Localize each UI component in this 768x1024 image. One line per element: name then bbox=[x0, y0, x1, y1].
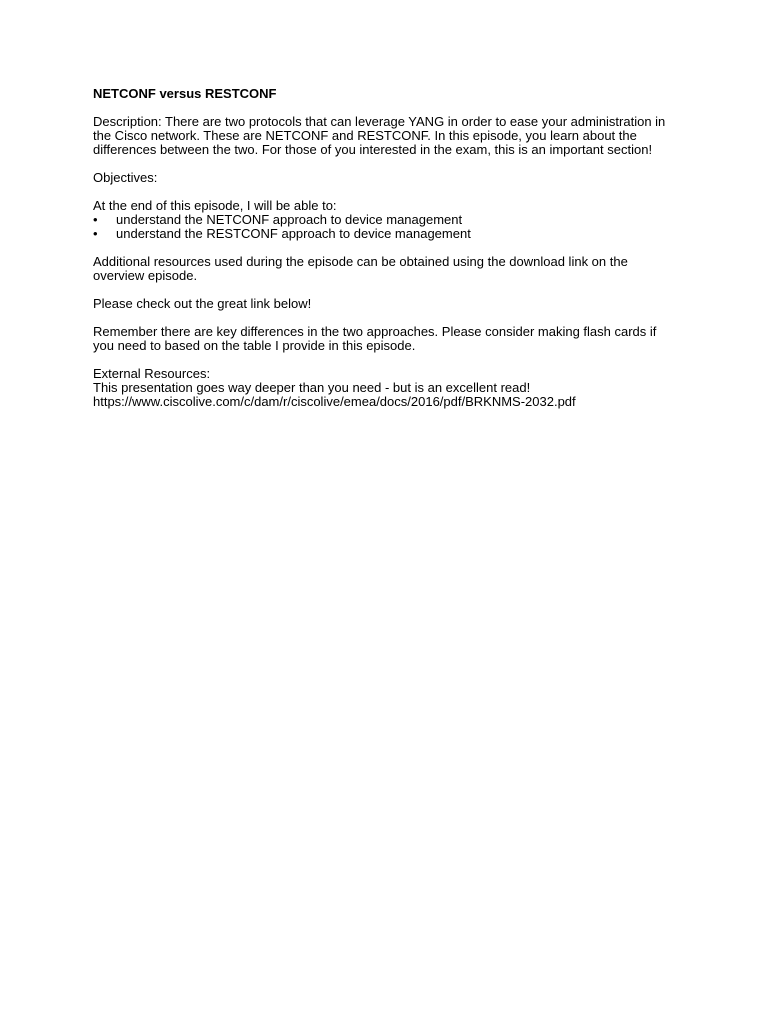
document-title: NETCONF versus RESTCONF bbox=[93, 86, 277, 101]
list-item bbox=[93, 227, 673, 241]
resources-line: overview episode. bbox=[93, 268, 198, 283]
external-resources-note: This presentation goes way deeper than you need - but is an excellent read! bbox=[93, 380, 531, 395]
resources-paragraph bbox=[93, 255, 673, 283]
objective-text: understand the RESTCONF approach to device management bbox=[116, 226, 471, 241]
remember-paragraph bbox=[93, 325, 673, 353]
objectives-intro: At the end of this episode, I will be able to: bbox=[93, 198, 337, 213]
objectives-heading: Objectives: bbox=[93, 170, 158, 185]
external-resources-label: External Resources: bbox=[93, 366, 211, 381]
objectives-list bbox=[93, 213, 673, 241]
description-paragraph bbox=[93, 115, 673, 157]
resources-line: Additional resources used during the episode can be obtained using the download link on the bbox=[93, 254, 628, 269]
external-resources-url[interactable]: https://www.ciscolive.com/c/dam/r/ciscolive/emea/docs/2016/pdf/BRKNMS-2032.pdf bbox=[93, 394, 576, 409]
external-resources bbox=[93, 367, 673, 409]
bullet-icon: • bbox=[93, 212, 98, 227]
bullet-icon: • bbox=[93, 226, 98, 241]
remember-line: Remember there are key differences in the two approaches. Please consider making flash cards if bbox=[93, 324, 657, 339]
remember-line: you need to based on the table I provide in this episode. bbox=[93, 338, 416, 353]
description-line: the Cisco network. These are NETCONF and RESTCONF. In this episode, you learn about the bbox=[93, 128, 637, 143]
description-line: differences between the two. For those of you interested in the exam, this is an important section! bbox=[93, 142, 653, 157]
list-item bbox=[93, 213, 673, 227]
objective-text: understand the NETCONF approach to device management bbox=[116, 212, 463, 227]
check-link-text: Please check out the great link below! bbox=[93, 296, 312, 311]
document-body bbox=[93, 87, 673, 423]
description-line: Description: There are two protocols that can leverage YANG in order to ease your administration in bbox=[93, 114, 666, 129]
